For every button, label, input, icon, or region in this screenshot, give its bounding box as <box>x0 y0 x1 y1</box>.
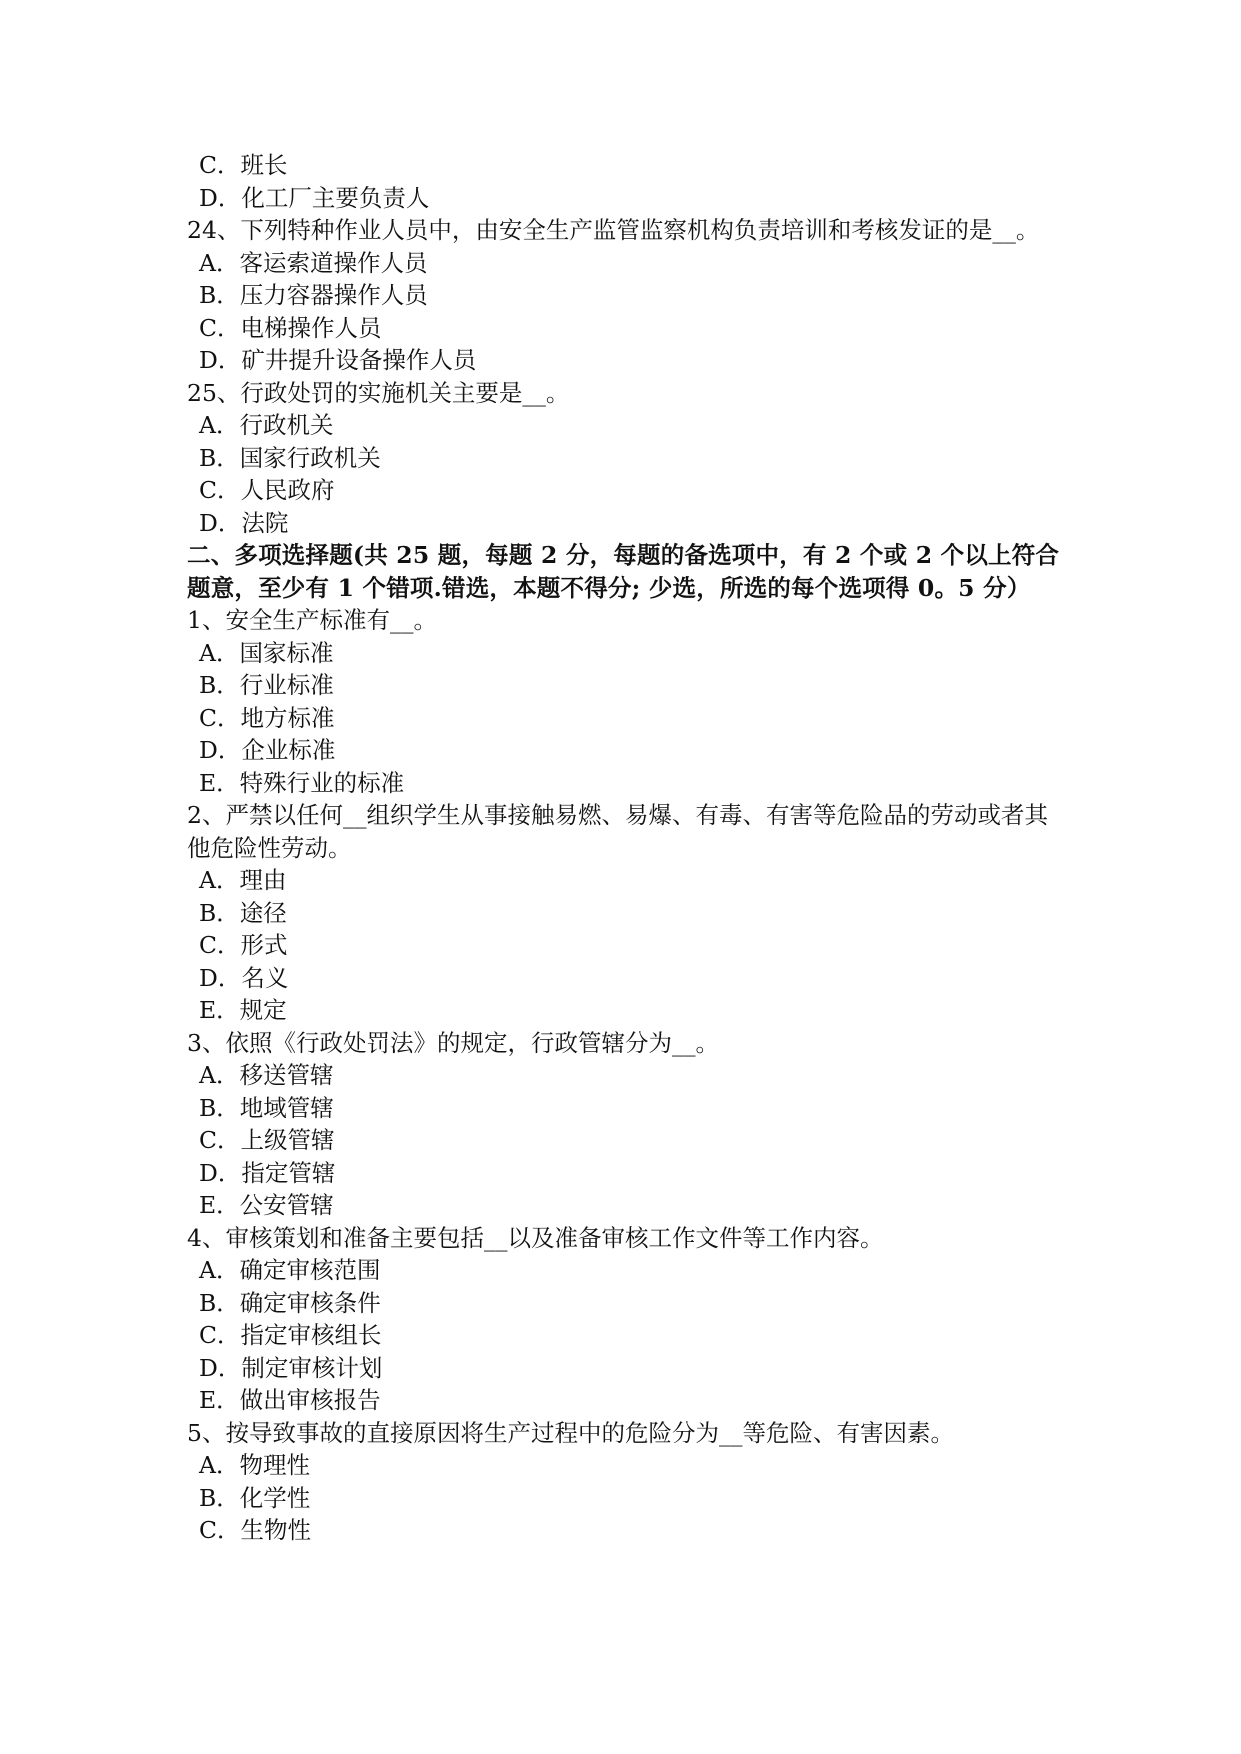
answer-option: D．化工厂主要负责人 <box>199 183 430 212</box>
answer-option: A．确定审核范围 <box>199 1256 381 1284</box>
answer-option: D．矿井提升设备操作人员 <box>199 346 477 374</box>
answer-option: C．人民政府 <box>199 476 335 504</box>
answer-option: E．规定 <box>199 996 287 1024</box>
question-text: 4、审核策划和准备主要包括__以及准备审核工作文件等工作内容。 <box>187 1223 884 1252</box>
answer-option: A．物理性 <box>199 1451 310 1479</box>
question-text: 2、严禁以任何__组织学生从事接触易燃、易爆、有毒、有害等危险品的劳动或者其他危险性劳动。 <box>187 801 1048 862</box>
question-text: 3、依照《行政处罚法》的规定，行政管辖分为__。 <box>187 1028 719 1057</box>
answer-option: B．行业标准 <box>199 671 334 699</box>
answer-option: C．指定审核组长 <box>199 1321 382 1349</box>
answer-option: B．化学性 <box>199 1483 311 1512</box>
answer-option: C．形式 <box>199 931 288 959</box>
answer-option: C．电梯操作人员 <box>199 313 382 342</box>
answer-option: B．压力容器操作人员 <box>199 281 428 309</box>
section-heading: 二、多项选择题(共 25 题，每题 2 分，每题的备选项中，有 2 个或 2 个以上符合题意，至少有 1 个错项.错选，本题不得分; 少选，所选的每个选项得 0。5 分） <box>187 541 1060 602</box>
answer-option: A．国家标准 <box>199 638 334 667</box>
answer-option: B．国家行政机关 <box>199 443 381 472</box>
answer-option: A．理由 <box>199 866 287 894</box>
document-body <box>187 149 1067 1547</box>
question-text: 24、下列特种作业人员中，由安全生产监管监察机构负责培训和考核发证的是__。 <box>187 216 1040 244</box>
answer-option: C．班长 <box>199 151 288 179</box>
answer-option: A．移送管辖 <box>199 1061 334 1089</box>
answer-option: C．上级管辖 <box>199 1126 335 1154</box>
answer-option: E．做出审核报告 <box>199 1386 381 1414</box>
answer-option: D．名义 <box>199 963 289 992</box>
question-text: 5、按导致事故的直接原因将生产过程中的危险分为__等危险、有害因素。 <box>187 1418 954 1447</box>
answer-option: D．制定审核计划 <box>199 1353 383 1382</box>
answer-option: B．途径 <box>199 898 287 927</box>
answer-option: A．行政机关 <box>199 411 334 439</box>
answer-option: B．确定审核条件 <box>199 1288 381 1317</box>
answer-option: E．公安管辖 <box>199 1191 334 1219</box>
answer-option: C．地方标准 <box>199 703 335 732</box>
answer-option: D．指定管辖 <box>199 1158 336 1187</box>
answer-option: E．特殊行业的标准 <box>199 768 405 797</box>
answer-option: D．法院 <box>199 508 289 537</box>
question-text: 25、行政处罚的实施机关主要是__。 <box>187 378 570 407</box>
answer-option: C．生物性 <box>199 1516 311 1544</box>
answer-option: A．客运索道操作人员 <box>199 248 428 277</box>
answer-option: D．企业标准 <box>199 736 336 764</box>
answer-option: B．地域管辖 <box>199 1093 334 1122</box>
question-text: 1、安全生产标准有__。 <box>187 606 437 634</box>
